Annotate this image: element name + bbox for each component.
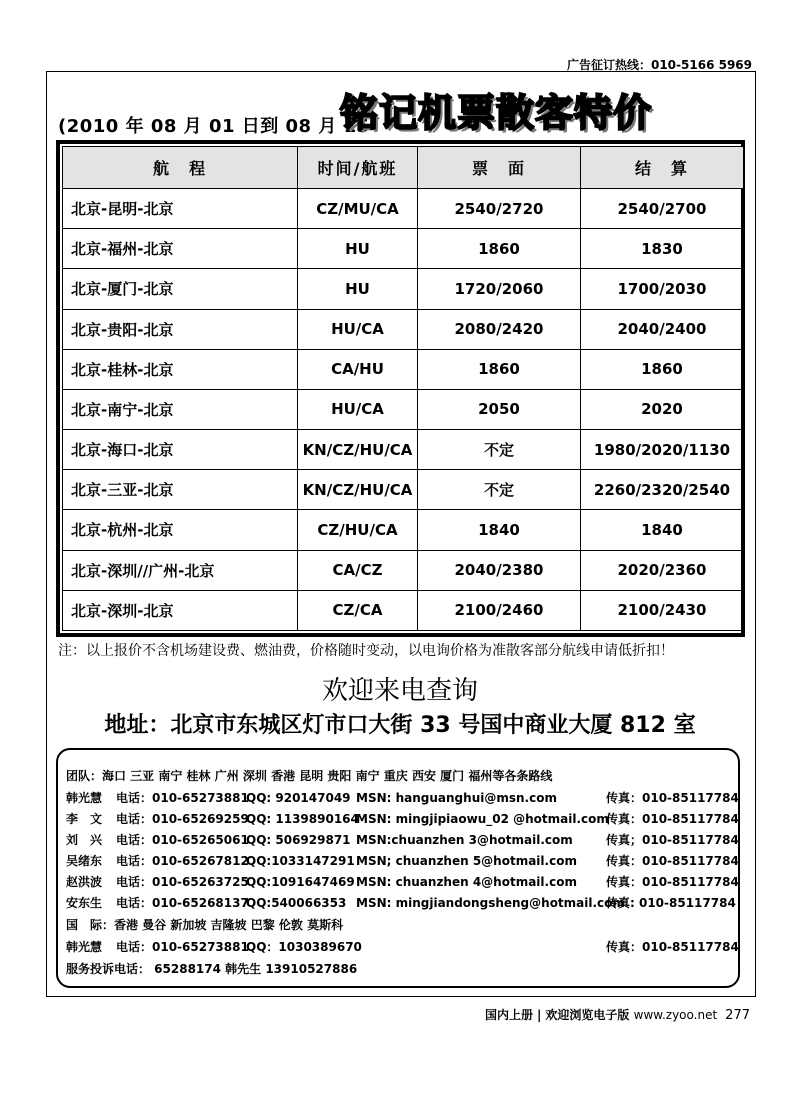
address-line: 地址：北京市东城区灯市口大街 33 号国中商业大厦 812 室: [104, 713, 696, 738]
flight-cell: HU/CA: [298, 309, 418, 349]
settlement-cell: 2040/2400: [581, 309, 744, 349]
contact-phone: 电话：010-65268137: [116, 896, 249, 910]
footer-slogan: 欢迎浏览电子版: [545, 1008, 630, 1022]
ad-hotline: 广告征订热线：010-5166 5969: [566, 58, 752, 72]
contact-name: 赵洪波: [66, 875, 103, 889]
contact-msn: MSN: mingjipiaowu_02 @hotmail.com: [356, 812, 609, 826]
contact-name: 刘 兴: [66, 833, 103, 847]
price-note: 注：以上报价不含机场建设费、燃油费，价格随时变动，以电询价格为准散客部分航线申请低折扣！: [58, 643, 674, 659]
route-cell: 北京-厦门-北京: [63, 269, 298, 309]
route-cell: 北京-杭州-北京: [63, 510, 298, 550]
contact-msn: MSN: mingjiandongsheng@hotmail.com: [356, 896, 625, 910]
fare-cell: 2040/2380: [418, 550, 581, 590]
fare-cell: 2100/2460: [418, 590, 581, 630]
contact-row: [66, 832, 739, 848]
contact-phone: 电话：010-65269259: [116, 812, 249, 826]
footer-section: 国内上册: [485, 1008, 534, 1022]
page-number: 277: [725, 1008, 750, 1023]
settlement-cell: 1840: [581, 510, 744, 550]
contact-qq: QQ:540066353: [246, 896, 347, 910]
contact-row: [66, 811, 739, 827]
column-header-route: 航 程: [63, 147, 298, 189]
flight-cell: KN/CZ/HU/CA: [298, 430, 418, 470]
route-cell: 北京-桂林-北京: [63, 349, 298, 389]
flight-cell: CA/CZ: [298, 550, 418, 590]
contact-name: 韩光慧: [66, 791, 103, 805]
settlement-cell: 2260/2320/2540: [581, 470, 744, 510]
contact-row: [66, 895, 736, 911]
flight-cell: CZ/HU/CA: [298, 510, 418, 550]
contact-qq: QQ：1030389670: [246, 940, 362, 954]
welcome-heading: 欢迎来电查询: [321, 676, 478, 706]
contact-fax: 传真；010-85117784: [606, 833, 739, 847]
table-row: [63, 309, 744, 349]
fare-cell: 不定: [418, 430, 581, 470]
contact-qq: QQ: 506929871: [246, 833, 351, 847]
contact-qq: QQ: 1139890164: [246, 812, 359, 826]
column-header-fare: 票 面: [418, 147, 581, 189]
flight-cell: CZ/CA: [298, 590, 418, 630]
settlement-cell: 1980/2020/1130: [581, 430, 744, 470]
fare-cell: 1720/2060: [418, 269, 581, 309]
contact-fax: 传真：010-85117784: [606, 940, 739, 954]
settlement-cell: 1860: [581, 349, 744, 389]
price-table: [62, 146, 744, 631]
contact-qq: QQ:1033147291: [246, 854, 355, 868]
table-row: [63, 389, 744, 429]
table-row: [63, 229, 744, 269]
table-row: [63, 189, 744, 229]
flight-cell: HU/CA: [298, 389, 418, 429]
route-cell: 北京-三亚-北京: [63, 470, 298, 510]
fare-cell: 2050: [418, 389, 581, 429]
contact-qq: QQ:1091647469: [246, 875, 355, 889]
footer-url: www.zyoo.net: [633, 1008, 718, 1022]
table-row: [63, 269, 744, 309]
table-row: [63, 430, 744, 470]
contact-row: [66, 939, 739, 955]
contact-phone: 电话：010-65267812: [116, 854, 249, 868]
contact-fax: 传真：010-85117784: [606, 854, 739, 868]
column-header-settlement: 结 算: [581, 147, 744, 189]
contact-fax: 传真：010-85117784: [606, 875, 739, 889]
settlement-cell: 1830: [581, 229, 744, 269]
table-row: [63, 349, 744, 389]
table-row: [63, 590, 744, 630]
route-cell: 北京-福州-北京: [63, 229, 298, 269]
contact-phone: 电话：010-65273881: [116, 940, 249, 954]
flight-cell: CZ/MU/CA: [298, 189, 418, 229]
contact-row: [66, 853, 739, 869]
contact-msn: MSN: hanguanghui@msn.com: [356, 791, 557, 805]
fare-cell: 1860: [418, 349, 581, 389]
contact-name: 韩光慧: [66, 940, 103, 954]
table-row: [63, 550, 744, 590]
settlement-cell: 2020: [581, 389, 744, 429]
fare-cell: 2540/2720: [418, 189, 581, 229]
contact-fax: 传真: 010-85117784: [606, 896, 736, 910]
contact-phone: 电话：010-65263725: [116, 875, 249, 889]
contact-msn: MSN:chuanzhen 3@hotmail.com: [356, 833, 573, 847]
table-row: [63, 470, 744, 510]
fare-cell: 1860: [418, 229, 581, 269]
contact-fax: 传真：010-85117784: [606, 791, 739, 805]
contact-phone: 电话：010-65273881: [116, 791, 249, 805]
contact-msn: MSN: chuanzhen 4@hotmail.com: [356, 875, 577, 889]
page-footer: [485, 1006, 750, 1023]
route-cell: 北京-深圳-北京: [63, 590, 298, 630]
settlement-cell: 1700/2030: [581, 269, 744, 309]
contact-msn: MSN; chuanzhen 5@hotmail.com: [356, 854, 577, 868]
settlement-cell: 2100/2430: [581, 590, 744, 630]
contact-name: 安东生: [66, 896, 103, 910]
fare-cell: 1840: [418, 510, 581, 550]
date-range: (2010 年 08 月 01 日到 08 月 15: [58, 116, 370, 137]
column-header-flight: 时间/航班: [298, 147, 418, 189]
fare-cell: 不定: [418, 470, 581, 510]
contact-box: [56, 748, 740, 988]
fare-cell: 2080/2420: [418, 309, 581, 349]
contact-phone: 电话：010-65265061: [116, 833, 249, 847]
flight-cell: HU: [298, 269, 418, 309]
flight-cell: CA/HU: [298, 349, 418, 389]
route-cell: 北京-昆明-北京: [63, 189, 298, 229]
route-cell: 北京-深圳//广州-北京: [63, 550, 298, 590]
settlement-cell: 2020/2360: [581, 550, 744, 590]
flight-cell: HU: [298, 229, 418, 269]
complaint-line: 服务投诉电话： 65288174 韩先生 13910527886: [66, 962, 358, 976]
contact-fax: 传真：010-85117784: [606, 812, 739, 826]
table-row: [63, 510, 744, 550]
contact-row: [66, 790, 739, 806]
route-cell: 北京-贵阳-北京: [63, 309, 298, 349]
international-routes-line: 国 际：香港 曼谷 新加坡 吉隆坡 巴黎 伦敦 莫斯科: [66, 918, 344, 932]
contact-name: 李 文: [66, 812, 103, 826]
route-cell: 北京-海口-北京: [63, 430, 298, 470]
contact-qq: QQ: 920147049: [246, 791, 351, 805]
settlement-cell: 2540/2700: [581, 189, 744, 229]
flight-cell: KN/CZ/HU/CA: [298, 470, 418, 510]
team-routes-line: 团队：海口 三亚 南宁 桂林 广州 深圳 香港 昆明 贵阳 南宁 重庆 西安 厦门 福州等各条路线: [66, 769, 553, 783]
contact-row: [66, 874, 739, 890]
route-cell: 北京-南宁-北京: [63, 389, 298, 429]
table-header-row: [63, 147, 744, 189]
page-title: 铭记机票散客特价: [340, 91, 653, 135]
price-table-frame: [56, 140, 745, 637]
footer-separator: |: [537, 1008, 542, 1022]
contact-name: 吴绪东: [66, 854, 103, 868]
